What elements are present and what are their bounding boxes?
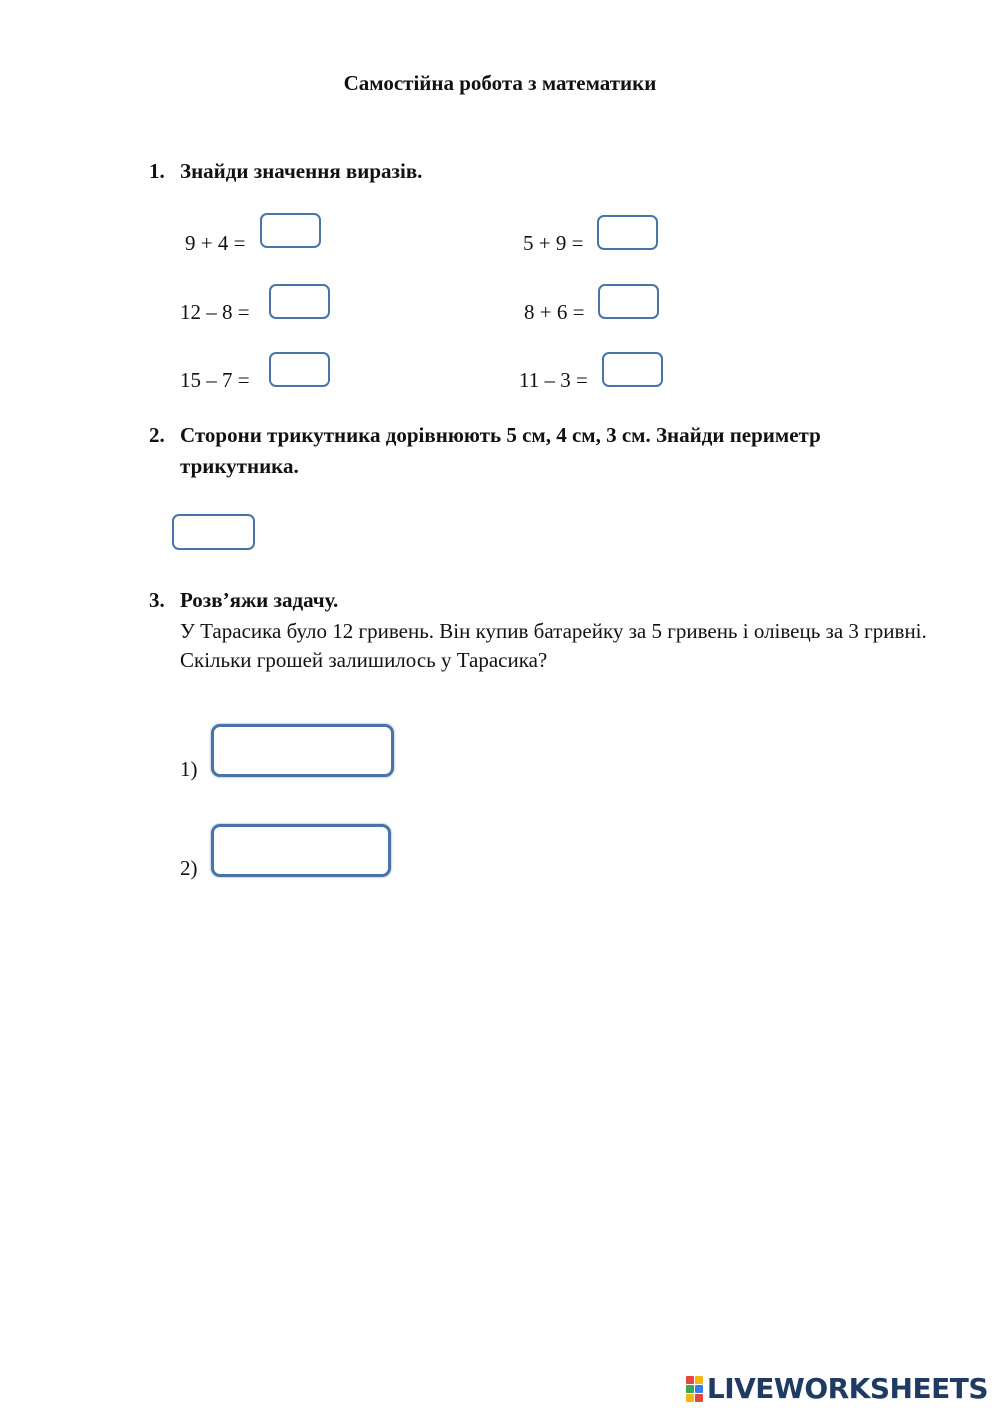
task1-text: Знайди значення виразів.	[180, 159, 423, 183]
expression-5: 15 – 7 =	[180, 368, 250, 392]
expression-6: 11 – 3 =	[519, 368, 588, 392]
expression-2: 5 + 9 =	[523, 231, 584, 255]
page-title: Самостійна робота з математики	[343, 71, 657, 95]
logo-square-3	[686, 1385, 694, 1393]
liveworksheets-logo-icon	[686, 1376, 703, 1402]
logo-square-4	[695, 1385, 703, 1393]
task3-title: Розв’яжи задачу.	[180, 588, 339, 612]
answer-input-6[interactable]	[602, 352, 663, 387]
expression-4: 8 + 6 =	[524, 300, 585, 324]
answer-input-4[interactable]	[598, 284, 659, 319]
step-2-label: 2)	[180, 856, 198, 880]
logo-square-1	[686, 1376, 694, 1384]
task2-text-line1: Сторони трикутника дорівнюють 5 см, 4 см, 3 см. Знайди периметр	[180, 423, 821, 447]
logo-square-5	[686, 1394, 694, 1402]
expression-3: 12 – 8 =	[180, 300, 250, 324]
logo-square-6	[695, 1394, 703, 1402]
task3-problem-text: У Тарасика було 12 гривень. Він купив батарейку за 5 гривень і олівець за 3 гривні. Скільки грошей залишилось у Тарасика?	[180, 619, 927, 672]
task2-text-line2: трикутника.	[180, 454, 299, 478]
step-2-answer-input[interactable]	[211, 824, 391, 877]
task1-number: 1.	[149, 159, 165, 183]
task2-number: 2.	[149, 423, 165, 447]
step-1-label: 1)	[180, 757, 198, 781]
answer-input-5[interactable]	[269, 352, 330, 387]
step-1-answer-input[interactable]	[211, 724, 394, 777]
expression-1: 9 + 4 =	[185, 231, 246, 255]
perimeter-answer-input[interactable]	[172, 514, 255, 550]
logo-square-2	[695, 1376, 703, 1384]
answer-input-2[interactable]	[597, 215, 658, 250]
liveworksheets-logo	[686, 1372, 988, 1405]
answer-input-1[interactable]	[260, 213, 321, 248]
logo-text: LIVEWORKSHEETS	[706, 1372, 988, 1405]
answer-input-3[interactable]	[269, 284, 330, 319]
task3-number: 3.	[149, 588, 165, 612]
